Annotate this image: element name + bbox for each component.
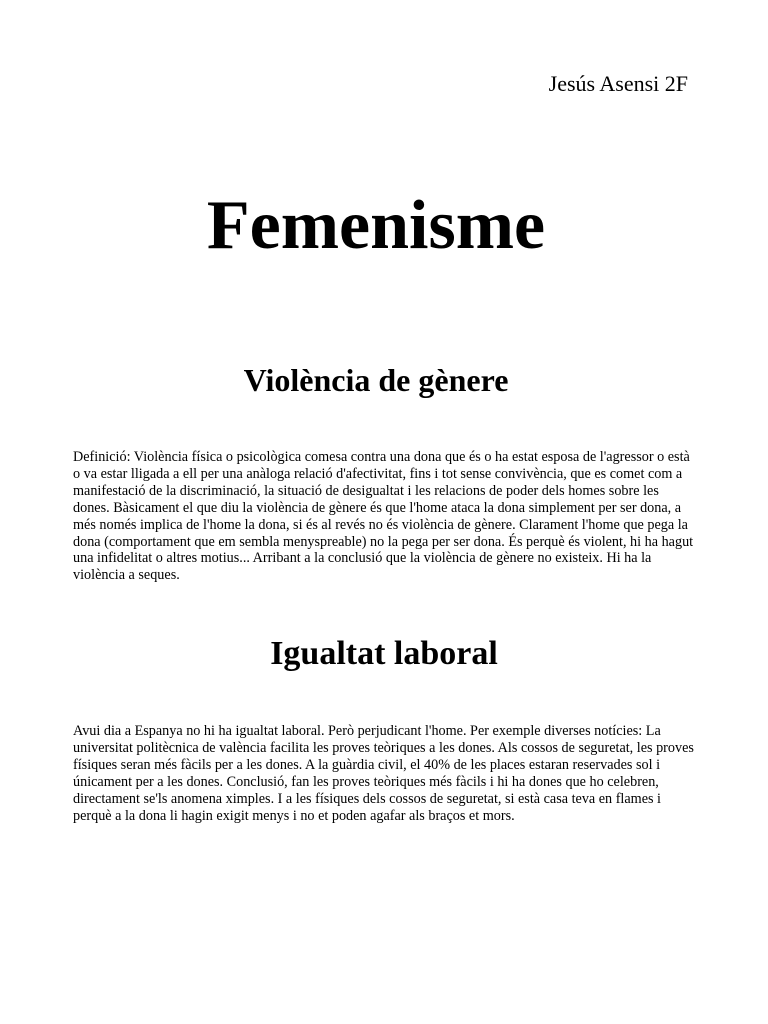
section-paragraph-violencia: Definició: Violència física o psicològica comesa contra una dona que és o ha estat esposa de l'agressor o està o va estar lligada a ell per una anàloga relació d'afectivitat, fins i tot sense convivència, que es comet com a manifestació de la discriminació, la situació de desigualtat i les relacions de poder dels homes sobre les dones. Bàsicament el que diu la violència de gènere és que l'home ataca la dona simplement per ser dona, a més només implica de l'home la dona, si és al revés no és violència de gènere. Clarament l'home que pega la dona (comportament que em sembla menyspreable) no la pega per ser dona. És perquè és violent, hi ha hagut una infidelitat o altres motius... Arribant a la conclusió que la violència de gènere no existeix. Hi ha la violència a seques. — [73, 449, 694, 584]
author-name: Jesús Asensi 2F — [548, 71, 688, 96]
section-heading-violencia: Violència de gènere — [243, 362, 509, 398]
section-paragraph-igualtat: Avui dia a Espanya no hi ha igualtat laboral. Però perjudicant l'home. Per exemple diverses notícies: La universitat politècnica de valència facilita les proves teòriques a les dones. Als cossos de seguretat, les proves físiques seran més fàcils per a les dones. A la guàrdia civil, el 40% de les places estaran reservades sol i únicament per a les dones. Conclusió, fan les proves teòriques més fàcils i hi ha dones que ho celebren, directament se'ls anomena ximples. I a les físiques dels cossos de seguretat, si està casa teva en flames i perquè a la dona li hagin exigit menys i no et poden agafar als braços et mors. — [73, 723, 694, 824]
section-heading-igualtat: Igualtat laboral — [270, 635, 498, 672]
document-title: Femenisme — [206, 187, 546, 264]
